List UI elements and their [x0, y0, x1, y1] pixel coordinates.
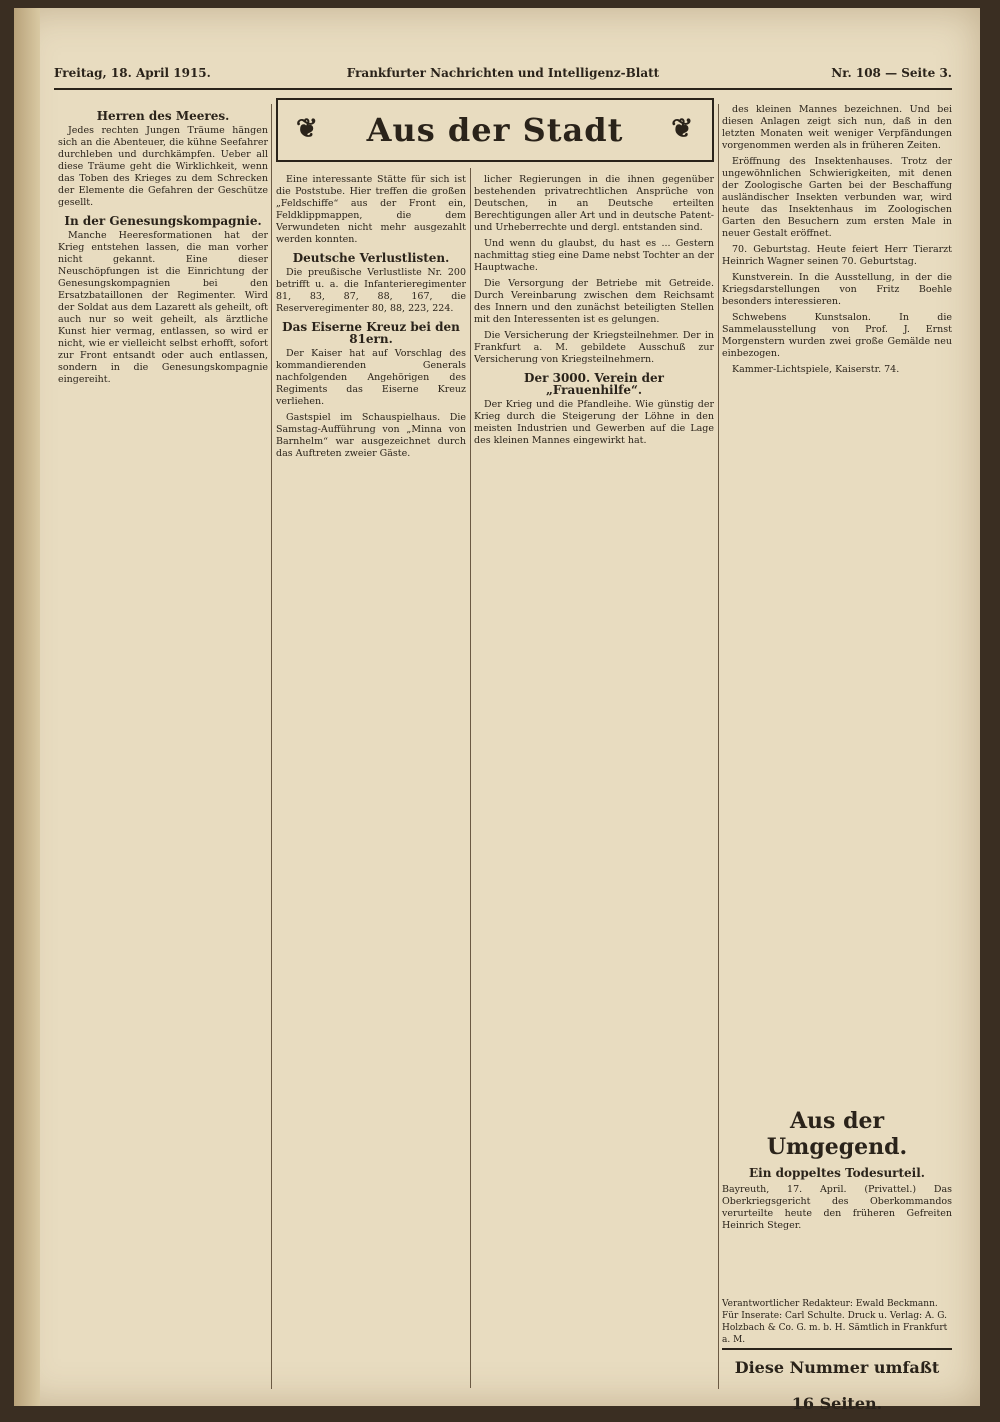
- article-text: licher Regierungen in die ihnen gegenüber bestehenden privatrechtlichen Ansprüche von Deutschen, in an Deutsche erteilten Berechtigungen aller Art und in deutsche Patent- und Urheberrechte und dergl. entstanden sind.: [474, 174, 714, 233]
- page-spine: [14, 8, 40, 1406]
- article-text: Und wenn du glaubst, du hast es ... Gestern nachmittag stieg eine Dame nebst Tochter an der Hauptwache.: [474, 238, 714, 273]
- article-text: Der Kaiser hat auf Vorschlag des kommandierenden Generals nachfolgenden Angehörigen des Regiments das Eiserne Kreuz verliehen.: [276, 348, 466, 407]
- page-header: [54, 66, 952, 88]
- umgegend-section: [722, 1108, 952, 1232]
- newspaper-page: [14, 8, 980, 1413]
- header-issue: Nr. 108 — Seite 3.: [831, 66, 952, 80]
- header-rule: [54, 88, 952, 90]
- article-text: Kunstverein. In die Ausstellung, in der die Kriegsdarstellungen von Fritz Boehle besonders interessieren.: [722, 272, 952, 307]
- article-headline: Deutsche Verlustlisten.: [292, 251, 450, 265]
- column-4: [722, 104, 952, 1094]
- section-title: Aus der Stadt: [366, 111, 624, 149]
- article-text: Die Versicherung der Kriegsteilnehmer. Der in Frankfurt a. M. gebildete Ausschuß zur Versicherung von Kriegsteilnehmern.: [474, 330, 714, 365]
- imprint: Verantwortlicher Redakteur: Ewald Beckmann. Für Inserate: Carl Schulte. Druck u. Verlag: A. G. Holzbach & Co. G. m. b. H. Sämtlich in Frankfurt a. M.: [722, 1299, 948, 1345]
- header-date: Freitag, 18. April 1915.: [54, 66, 211, 80]
- section-headline: Aus der Umgegend.: [766, 1108, 908, 1160]
- ornament-right-icon: ❦: [671, 114, 694, 144]
- article-headline: In der Genesungskompagnie.: [64, 214, 262, 228]
- article-text: Eröffnung des Insektenhauses. Trotz der ungewöhnlichen Schwierigkeiten, mit denen der Zoologische Garten bei der Beschaffung ausländischer Insekten verbunden war, wird heute das Insektenhaus im Zoologischen Garten den Besuchern zum ersten Male in neuer Gestalt eröffnet.: [722, 156, 952, 239]
- column-2: [276, 104, 466, 1394]
- column-1: [58, 104, 268, 1394]
- article-text: 70. Geburtstag. Heute feiert Herr Tierarzt Heinrich Wagner seinen 70. Geburtstag.: [722, 244, 952, 267]
- article-headline: Ein doppeltes Todesurteil.: [749, 1166, 925, 1180]
- article-text: Eine interessante Stätte für sich ist die Poststube. Hier treffen die großen „Feldschiffe“ aus der Front ein, Feldklippmappen, die dem Verwundeten nicht mehr ausgezahlt werden konnten.: [276, 174, 466, 245]
- article-text: Der Krieg und die Pfandleihe. Wie günstig der Krieg durch die Steigerung der Löhne in den meisten Industrien und Gewerben auf die Lage des kleinen Mannes eingewirkt hat.: [474, 399, 714, 446]
- article-headline: Der 3000. Verein der „Frauenhilfe“.: [524, 371, 664, 397]
- article-headline: Das Eiserne Kreuz bei den 81ern.: [282, 320, 460, 346]
- article-text: Die preußische Verlustliste Nr. 200 betrifft u. a. die Infanterieregimenter 81, 83, 87, 88, 167, die Reserveregimenter 80, 88, 223, 224.: [276, 267, 466, 314]
- article-text: Manche Heeresformationen hat der Krieg entstehen lassen, die man vorher nicht gekannt. Eine dieser Neuschöpfungen ist die Einrichtung der Genesungskompagnien bei den Ersatzbataillonen der Regimenter. Wird der Soldat aus dem Lazarett als geheilt, oft auch nur so weit geheilt, als ärztliche Kunst hier vermag, entlassen, so wird er nicht, wie er vielleicht selbst erhofft, sofort zur Front entsandt oder auch entlassen, sondern in die Genesungskompagnie eingereiht.: [58, 230, 268, 385]
- column-divider: [470, 168, 471, 1388]
- ornament-left-icon: ❦: [296, 114, 319, 144]
- article-text: des kleinen Mannes bezeichnen. Und bei diesen Anlagen zeigt sich nun, daß in den letzten Monaten weit weniger Verpfändungen vorgenommen werden als in früheren Zeiten.: [722, 104, 952, 151]
- column-3: [474, 104, 714, 1394]
- article-headline: Herren des Meeres.: [96, 109, 230, 123]
- header-paper-name: Frankfurter Nachrichten und Intelligenz-Blatt: [346, 66, 660, 80]
- page-count-notice: Diese Nummer umfaßt 16 Seiten.: [722, 1348, 952, 1390]
- article-text: Die Versorgung der Betriebe mit Getreide. Durch Vereinbarung zwischen dem Reichsamt des Innern und den zunächst beteiligten Stellen mit den Interessenten ist es gelungen.: [474, 278, 714, 325]
- article-text: Bayreuth, 17. April. (Privattel.) Das Oberkriegsgericht des Oberkommandos verurteilte heute den früheren Gefreiten Heinrich Steger.: [722, 1184, 952, 1231]
- article-text: Gastspiel im Schauspielhaus. Die Samstag-Aufführung von „Minna von Barnhelm“ war ausgezeichnet durch das Auftreten zweier Gäste.: [276, 412, 466, 459]
- column-divider: [718, 104, 719, 1389]
- article-text: Kammer-Lichtspiele, Kaiserstr. 74.: [732, 364, 900, 375]
- column-divider: [271, 104, 272, 1389]
- article-text: Jedes rechten Jungen Träume hängen sich an die Abenteuer, die kühne Seefahrer durchleben und durchkämpfen. Ueber all diese Träume geht die Wirklichkeit, wenn das Toben des Krieges zu dem Schrecken der Elemente die Gefahren der Geschütze gesellt.: [58, 125, 268, 208]
- article-text: Schwebens Kunstsalon. In die Sammelausstellung von Prof. J. Ernst Morgenstern wurden zwei große Gemälde neu einbezogen.: [722, 312, 952, 359]
